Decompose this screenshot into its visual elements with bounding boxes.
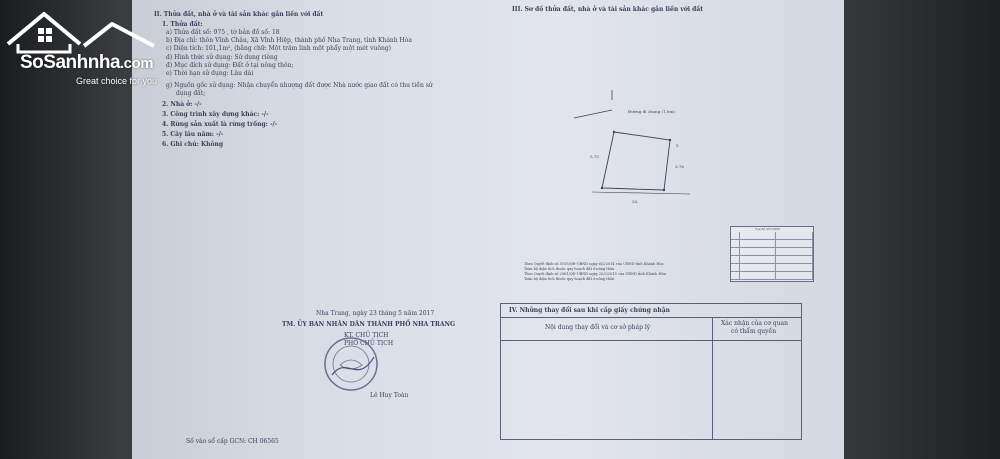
issue-date: Nha Trang, ngày 23 tháng 5 năm 2017 [316, 310, 435, 317]
changes-title-row [501, 304, 801, 318]
coordinate-row [731, 264, 813, 272]
logo-suffix: .com [120, 55, 154, 72]
logo-wordmark [20, 52, 153, 74]
dim-top: 5 [676, 143, 679, 148]
changes-col-confirm-2: có thẩm quyền [731, 328, 777, 335]
sosanhnha-logo [4, 6, 164, 86]
notes-line: 6. Ghi chú: Không [162, 141, 224, 148]
plot-note-4: Toàn bộ diện tích thuộc quy hoạch đất ở nông thôn [524, 277, 615, 281]
changes-column-divider [712, 318, 713, 439]
coordinate-row [731, 256, 813, 264]
signer-role-2: PHÓ CHỦ TỊCH [344, 340, 394, 347]
usage-purpose: đ) Mục đích sử dụng: Đất ở tại nông thôn; [166, 62, 294, 69]
changes-header-row [501, 318, 801, 341]
usage-origin-cont: dụng đất; [176, 90, 206, 97]
plot-annotation: Đường đi chung (1,8m) [628, 109, 675, 114]
coordinate-table [730, 226, 814, 282]
signer-name: Lê Huy Toàn [370, 392, 409, 399]
trees-line: 5. Cây lâu năm: -/- [162, 131, 224, 138]
coordinate-row [731, 272, 813, 280]
land-parcel-heading: 1. Thửa đất: [162, 21, 203, 28]
construction-line: 3. Công trình xây dựng khác: -/- [162, 111, 269, 118]
area-line: c) Diện tích: 101,1m², (bằng chữ: Một trăm linh một phẩy một mét vuông) [166, 45, 392, 52]
certificate-sheet [132, 0, 844, 459]
changes-col-content: Nội dung thay đổi và cơ sở pháp lý [545, 324, 651, 331]
certificate-number: Số vào sổ cấp GCN: CH 06565 [186, 438, 279, 445]
house-logo-icon [4, 6, 164, 56]
coordinate-row [731, 232, 813, 240]
plot-note-1: Theo Quyết định số 5105/QĐ-UBND ngày 6/2/2014 của UBND tỉnh Khánh Hòa [524, 262, 664, 266]
background-right [840, 0, 1000, 459]
parcel-number: a) Thửa đất số: 975 , tờ bản đồ số: 18 [166, 29, 280, 36]
section-ii-title: II. Thửa đất, nhà ở và tài sản khác gắn liền với đất [154, 11, 324, 18]
dim-right: 3,76 [675, 164, 684, 169]
section-iii-title: III. Sơ đồ thửa đất, nhà ở và tài sản khác gắn liền với đất [512, 6, 704, 13]
issuing-authority: TM. ỦY BAN NHÂN DÂN THÀNH PHỐ NHA TRANG [282, 321, 456, 328]
red-seal-stamp [322, 335, 380, 393]
dim-left: 5,75 [590, 154, 599, 159]
changes-table [500, 303, 802, 440]
land-plot-diagram [572, 80, 722, 210]
usage-form: d) Hình thức sử dụng: Sử dụng riêng [166, 54, 278, 61]
logo-tagline: Great choice for you [76, 76, 158, 86]
changes-col-confirm-1: Xác nhận của cơ quan [721, 320, 788, 327]
changes-title: IV. Những thay đổi sau khi cấp giấy chứng nhận [509, 307, 670, 314]
logo-name: SoSanhnha [20, 52, 121, 73]
coordinate-row [731, 240, 813, 248]
address-line: b) Địa chỉ: thôn Vĩnh Châu, Xã Vĩnh Hiệp, thành phố Nha Trang, tỉnh Khánh Hòa [166, 37, 412, 44]
house-line: 2. Nhà ở: -/- [162, 101, 202, 108]
dim-bottom: 20, [632, 199, 639, 204]
usage-term: e) Thời hạn sử dụng: Lâu dài [166, 70, 254, 77]
forest-line: 4. Rừng sản xuất là rừng trồng: -/- [162, 121, 278, 128]
signer-role-1: KT. CHỦ TỊCH [344, 332, 389, 339]
coordinate-table-title: Tọa độ VN-2000 [755, 227, 780, 231]
usage-origin: g) Nguồn gốc sử dụng: Nhận chuyển nhượng đất được Nhà nước giao đất có thu tiền sử [166, 82, 433, 89]
coordinate-row [731, 248, 813, 256]
plot-note-2: Toàn bộ diện tích thuộc quy hoạch đất ở nông thôn [524, 267, 615, 271]
plot-note-3: Theo Quyết định số 2061/QĐ-UBND ngày 20/2/2015 của UBND tỉnh Khánh Hòa [524, 272, 666, 276]
